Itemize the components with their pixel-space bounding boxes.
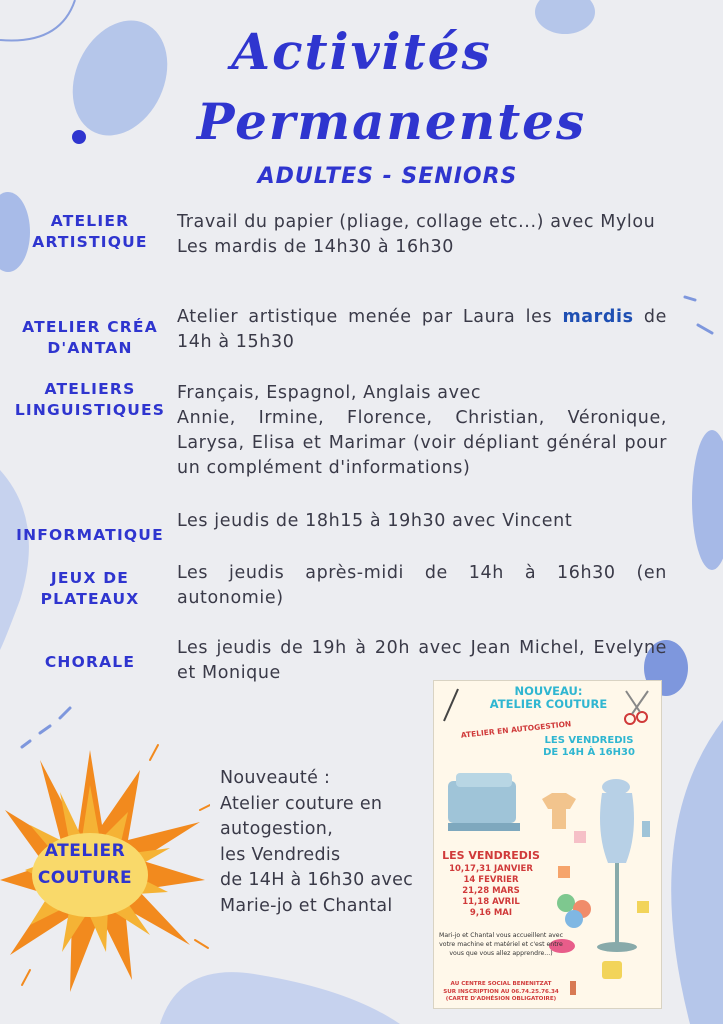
activity-text: de 14h à 15h30 <box>177 307 667 352</box>
activity-label-chorale: CHORALE <box>44 653 136 671</box>
poster-body: Mari-jo et Chantal vous accueillent avec votre machine et matériel et c'est entre vous que vous allez apprendre...) <box>439 932 563 957</box>
activity-desc-chorale <box>177 636 667 686</box>
poster-dates: 10,17,31 JANVIER 14 FEVRIER 21,28 MARS 11,18 AVRIL 9,16 MAI <box>449 864 533 918</box>
activity-label-informatique: INFORMATIQUE <box>16 526 164 544</box>
activity-desc-atelier-crea <box>177 305 667 355</box>
activity-line: Les jeudis de 19h à 20h avec Jean Michel, Evelyne et Monique <box>177 638 667 683</box>
activity-highlight: mardis <box>562 307 634 327</box>
poster-days-title: LES VENDREDIS <box>442 849 540 862</box>
activity-line: Les jeudis de 18h15 à 19h30 avec Vincent <box>177 511 573 531</box>
poster-schedule: LES VENDREDIS DE 14H À 16H30 <box>543 735 635 758</box>
activity-desc-atelier-artistique <box>177 210 667 260</box>
note-line: Nouveauté : <box>220 768 331 788</box>
activity-line: Travail du papier (pliage, collage etc...) avec Mylou <box>177 212 656 232</box>
page-title-line1: Activités <box>231 22 492 81</box>
page-title-line2: Permanentes <box>196 92 587 151</box>
activity-line: Les jeudis après-midi de 14h à 16h30 (en autonomie) <box>177 563 667 608</box>
note-line: Atelier couture en autogestion, <box>220 793 383 839</box>
poster-footer: AU CENTRE SOCIAL BENENITZAT SUR INSCRIPTION AU 06.74.25.76.34 (CARTE D'ADHÉSION OBLIGATOIRE) <box>443 981 559 1002</box>
poster-heading: NOUVEAU: ATELIER COUTURE <box>489 684 608 711</box>
activity-desc-jeux-de-plateaux <box>177 561 667 611</box>
activity-desc-informatique <box>177 509 667 534</box>
couture-poster <box>433 680 662 1009</box>
poster-autogestion: ATELIER EN AUTOGESTION <box>460 719 572 740</box>
burst-label: ATELIER COUTURE <box>37 841 133 888</box>
activity-line: Annie, Irmine, Florence, Christian, Véronique, Larysa, Elisa et Marimar (voir dépliant général pour un complément d'informations) <box>177 408 667 478</box>
note-line: de 14H à 16h30 avec Marie-jo et Chantal <box>220 870 414 916</box>
activity-line: Les mardis de 14h30 à 16h30 <box>177 237 454 257</box>
activity-label-atelier-crea: ATELIER CRÉA D'ANTAN <box>22 318 158 357</box>
activity-text: Atelier artistique menée par Laura les <box>177 307 563 327</box>
activity-desc-ateliers-linguistiques <box>177 381 667 481</box>
activity-label-atelier-artistique: ATELIER ARTISTIQUE <box>32 212 148 251</box>
activity-line: Français, Espagnol, Anglais avec <box>177 383 482 403</box>
page-subtitle: ADULTES - SENIORS <box>257 164 518 189</box>
activity-label-ateliers-linguistiques: ATELIERS LINGUISTIQUES <box>14 380 166 419</box>
couture-note <box>220 766 435 919</box>
note-line: les Vendredis <box>220 844 341 865</box>
activity-label-jeux-de-plateaux: JEUX DE PLATEAUX <box>40 569 140 608</box>
